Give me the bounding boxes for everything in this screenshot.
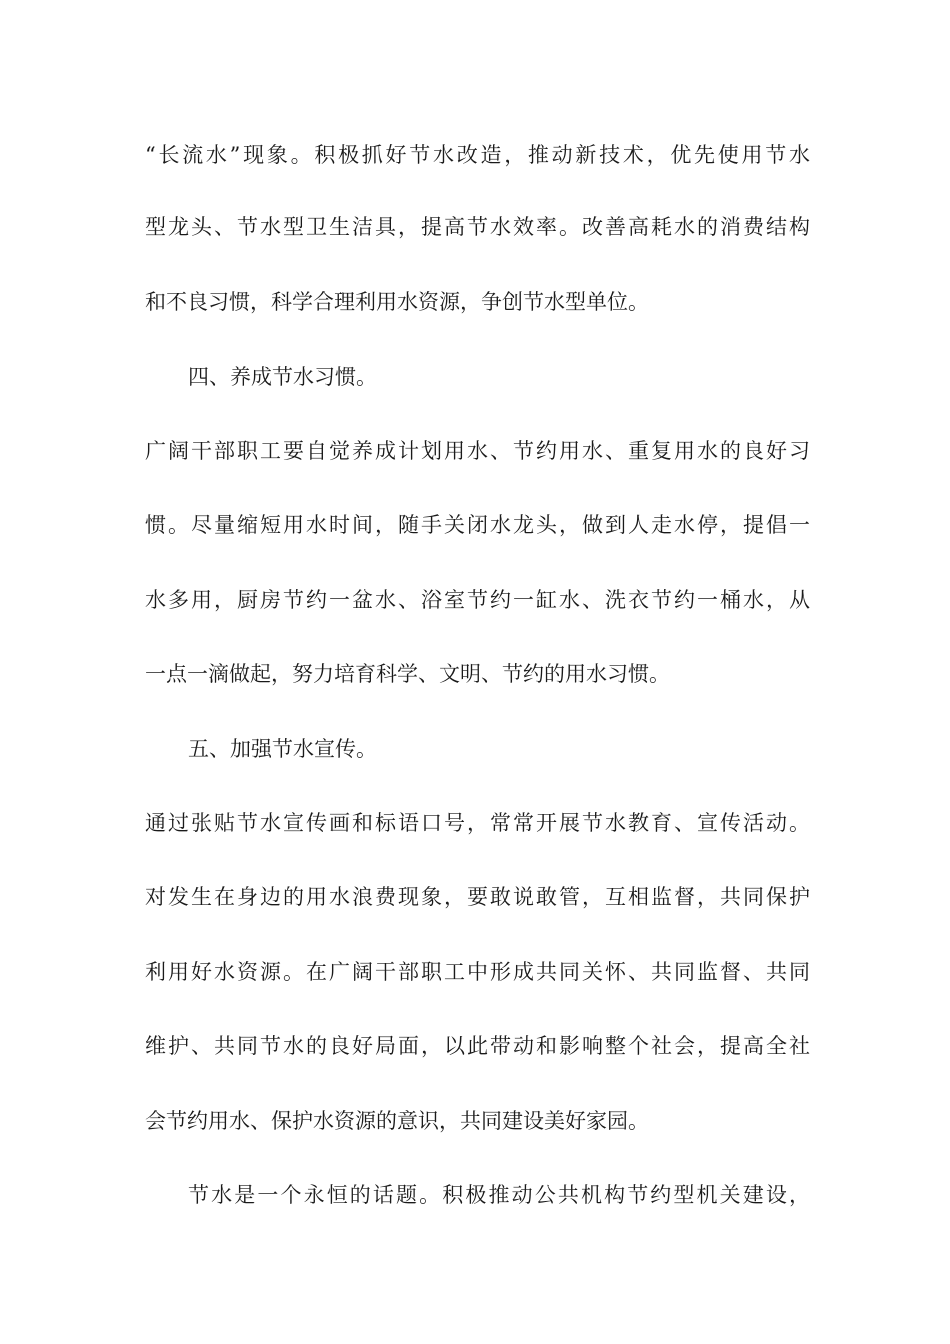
text-line: 一点一滴做起，努力培育科学、文明、节约的用水习惯。 <box>145 662 670 686</box>
text-line: 广阔干部职工要自觉养成计划用水、节约用水、重复用水的良好习 <box>145 439 810 463</box>
text-line: “长流水”现象。积极抓好节水改造，推动新技术，优先使用节水 <box>145 143 810 167</box>
text-line: 和不良习惯，科学合理利用水资源，争创节水型单位。 <box>145 290 649 314</box>
text-line: 利用好水资源。在广阔干部职工中形成共同关怀、共同监督、共同 <box>145 960 810 984</box>
text-line: 对发生在身边的用水浪费现象，要敢说敢管，互相监督，共同保护 <box>145 885 810 909</box>
text-line: 通过张贴节水宣传画和标语口号，常常开展节水教育、宣传活动。 <box>145 811 810 835</box>
section-heading: 四、养成节水习惯。 <box>188 365 377 389</box>
text-line: 会节约用水、保护水资源的意识，共同建设美好家园。 <box>145 1109 649 1133</box>
text-line: 水多用，厨房节约一盆水、浴室节约一缸水、洗衣节约一桶水，从 <box>145 588 810 612</box>
text-line: 型龙头、节水型卫生洁具，提高节水效率。改善高耗水的消费结构 <box>145 215 810 239</box>
text-line: 节水是一个永恒的话题。积极推动公共机构节约型机关建设， <box>188 1183 810 1207</box>
text-line: 维护、共同节水的良好局面，以此带动和影响整个社会，提高全社 <box>145 1034 810 1058</box>
section-heading: 五、加强节水宣传。 <box>188 737 377 761</box>
text-line: 惯。尽量缩短用水时间，随手关闭水龙头，做到人走水停，提倡一 <box>145 513 810 537</box>
